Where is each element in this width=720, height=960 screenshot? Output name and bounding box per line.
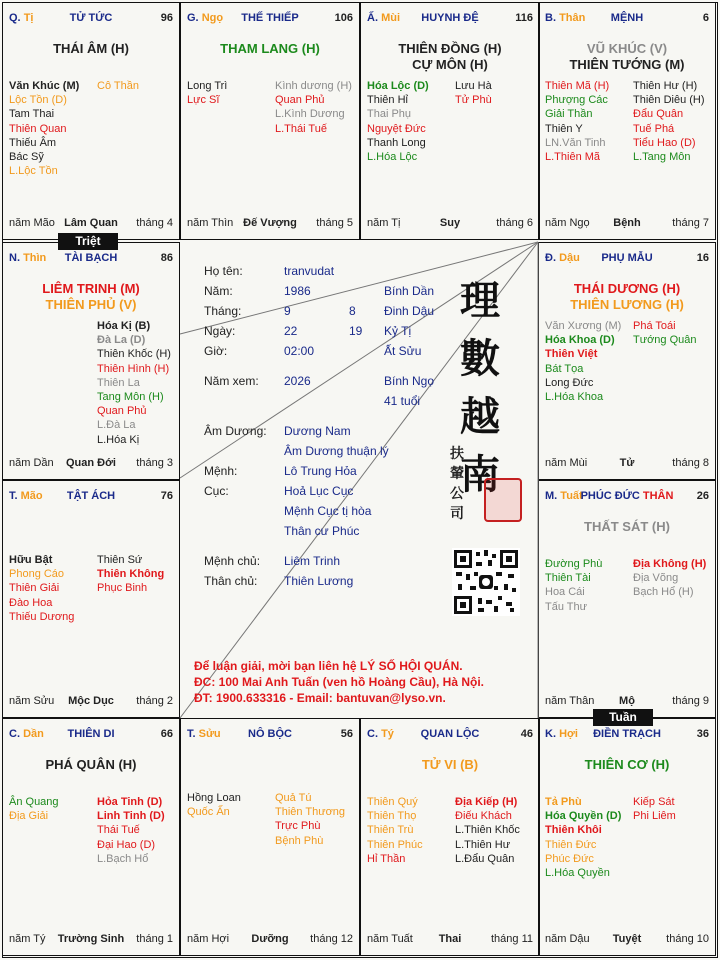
main-star: TỬ VI (B) [421, 757, 479, 772]
minor-star: Thiên Y [545, 122, 583, 135]
minor-star: Văn Khúc (M) [9, 80, 80, 92]
triet-tag: Triệt [58, 233, 118, 250]
year-label: năm Mão [9, 217, 55, 229]
year-label: năm Tuất [367, 933, 413, 945]
minor-star: L.Thiên Hư [455, 838, 511, 851]
minor-star: Hoa Cái [545, 586, 585, 599]
life-stage: Trường Sinh [57, 933, 125, 945]
minor-star: Thiên Trù [367, 824, 414, 837]
minor-star: Long Trì [187, 80, 228, 92]
minor-star: L.Hóa Lộc [367, 150, 418, 163]
life-stage: Suy [439, 217, 461, 229]
minor-star: Hóa Khoa (D) [545, 334, 615, 347]
minor-star: L.Thái Tuế [275, 122, 327, 135]
day-lunar: 19 [349, 324, 363, 338]
minor-star: Thiên Phúc [367, 838, 423, 851]
minor-star: Quan Phủ [97, 405, 147, 418]
palace-name: PHÚC ĐỨC THÂN [580, 490, 674, 502]
palace-name: HUYNH ĐỆ [421, 12, 479, 24]
minor-star: Quốc Ấn [187, 806, 230, 819]
hour-label: Giờ: [204, 344, 228, 358]
life-stage: Bệnh [613, 217, 641, 229]
month-label: tháng 2 [136, 695, 173, 707]
main-star: CỰ MÔN (H) [412, 57, 488, 72]
minor-star: Phục Binh [97, 582, 148, 595]
minor-star: Thiếu Âm [9, 136, 57, 149]
than-chu-value: Thiên Lương [284, 574, 354, 588]
life-stage: Quan Đới [66, 457, 116, 469]
palace-branch: T. Mão [9, 490, 43, 502]
minor-star: Lực Sĩ [187, 94, 220, 107]
life-stage: Đế Vượng [243, 217, 297, 229]
month-label: tháng 3 [136, 457, 173, 469]
minor-star: Hóa Quyền (D) [545, 810, 622, 823]
amduong-label: Âm Dương: [204, 424, 267, 438]
palace-number: 86 [160, 252, 173, 264]
minor-star: Bát Tọa [545, 362, 584, 375]
contact-line-1: Để luận giải, mời bạn liên hệ LÝ SỐ HỘI QUÁN. [194, 659, 463, 673]
minor-star: Trực Phù [275, 820, 321, 833]
life-stage: Tuyệt [612, 933, 642, 945]
minor-star: Tuế Phá [633, 122, 675, 135]
palace-number: 6 [702, 12, 709, 24]
contact-phone-email[interactable]: ĐT: 1900.633316 - Email: bantuvan@lyso.vn. [194, 691, 446, 705]
minor-star: L.Hóa Kị [97, 433, 140, 446]
minor-star: Phá Toái [633, 320, 676, 332]
minor-star: Thiên Việt [545, 348, 598, 361]
life-stage: Dưỡng [251, 933, 289, 945]
palace-number: 106 [334, 12, 353, 24]
minor-star: Phúc Đức [545, 852, 594, 865]
minor-star: Giải Thần [545, 108, 593, 121]
month-label: tháng 1 [136, 933, 173, 945]
minor-star: Hữu Bật [9, 554, 53, 566]
year-value: 1986 [284, 284, 311, 298]
palace-branch: B. Thân [545, 12, 586, 24]
seal-char: 輦 [450, 466, 464, 482]
palace-number: 56 [340, 728, 353, 740]
tuan-tag: Tuần [593, 709, 653, 726]
minor-star: Thiên Mã (H) [545, 80, 610, 92]
seal-char: 扶 [450, 446, 464, 462]
year-label: năm Sửu [9, 695, 55, 707]
life-stage: Mộc Dục [68, 695, 114, 707]
month-can: Đinh Dậu [384, 304, 435, 318]
minor-star: L.Hóa Quyền [545, 866, 610, 879]
cuc-value-2: Mệnh Cục tị hòa [284, 504, 372, 518]
main-star: VŨ KHÚC (V) [586, 41, 668, 56]
minor-star: L.Đà La [97, 419, 136, 432]
minor-star: Tướng Quân [633, 334, 697, 347]
palace-branch: M. Tuất [545, 490, 583, 502]
year-label: năm Thân [545, 695, 595, 707]
life-stage: Thai [438, 933, 462, 945]
minor-star: Thiên Khốc (H) [97, 348, 171, 361]
palace-branch: N. Thìn [9, 252, 47, 264]
minor-star: Hỉ Thần [367, 852, 406, 865]
hour-value: 02:00 [284, 344, 315, 358]
year-label: năm Tý [9, 933, 46, 945]
cuc-label: Cục: [204, 484, 229, 498]
palace-name: NÔ BỘC [248, 728, 292, 740]
calligraphy-title [460, 272, 540, 504]
minor-star: Nguyệt Đức [367, 122, 426, 135]
name-value: tranvudat [284, 264, 335, 278]
minor-star: Lộc Tồn (D) [9, 94, 67, 107]
main-star: THIÊN ĐỒNG (H) [398, 41, 502, 56]
than-marker: THÂN [642, 490, 674, 502]
minor-star: Kình dương (H) [275, 80, 352, 92]
month-label: tháng 5 [316, 217, 353, 229]
day-value: 22 [284, 324, 298, 338]
age-value: 41 tuổi [384, 394, 421, 408]
life-stage: Tử [619, 457, 635, 469]
view-year-value: 2026 [284, 374, 311, 388]
year-label: năm Thìn [187, 217, 234, 229]
menh-chu-label: Mệnh chủ: [204, 554, 261, 568]
seal-char: 司 [450, 506, 464, 522]
minor-star: Đào Hoa [9, 596, 53, 609]
menh-chu-value: Liêm Trinh [284, 554, 341, 568]
palace-branch: Đ. Dậu [545, 252, 580, 264]
minor-star: Thiên Hỉ [367, 94, 408, 107]
view-year-can: Bính Ngọ [384, 374, 435, 388]
menh-value: Lô Trung Hỏa [284, 464, 357, 478]
year-label: năm Mùi [545, 457, 588, 469]
minor-star: Thiên Hư (H) [633, 80, 698, 92]
minor-star: L.Lộc Tồn [9, 165, 58, 178]
minor-star: Tử Phù [455, 94, 492, 107]
main-star: PHÁ QUÂN (H) [45, 757, 137, 772]
palace-number: 116 [515, 12, 533, 24]
year-label: năm Tị [367, 217, 401, 229]
palace-name: THIÊN DI [67, 728, 115, 740]
minor-star: Bác Sỹ [9, 150, 44, 163]
palace-number: 36 [696, 728, 709, 740]
minor-star: Thiên Diêu (H) [633, 94, 705, 107]
minor-star: Đường Phù [545, 558, 603, 570]
seal-text [450, 444, 466, 524]
palace-branch: Ấ. Mùi [367, 12, 401, 24]
year-can: Bính Dần [384, 284, 435, 298]
minor-star: Thiên Giải [9, 582, 60, 595]
minor-star: Quan Phủ [275, 94, 325, 107]
minor-star: Quả Tú [275, 792, 312, 804]
minor-star: Thiên Sứ [97, 554, 143, 566]
minor-star: Thái Tuế [97, 824, 140, 837]
minor-star: Thiên Thương [275, 806, 346, 819]
main-star: THÁI DƯƠNG (H) [573, 281, 681, 296]
minor-star: Thiên Khôi [545, 824, 602, 837]
minor-star: Cô Thần [97, 80, 139, 92]
palace-branch: Q. Tị [9, 12, 34, 24]
year-label: năm Dần [9, 457, 54, 469]
palace-number: 16 [696, 252, 709, 264]
qr-code-icon[interactable] [452, 548, 520, 616]
palace-branch: C. Tý [367, 728, 394, 740]
minor-star: Thiên Đức [545, 838, 597, 851]
menh-label: Mệnh: [204, 464, 238, 478]
minor-star: Lưu Hà [455, 80, 492, 92]
minor-star: Phong Cáo [9, 568, 65, 581]
minor-star: Tả Phù [545, 796, 582, 808]
minor-star: Thanh Long [367, 136, 426, 149]
view-year-label: Năm xem: [204, 374, 259, 388]
month-label: tháng 9 [672, 695, 709, 707]
seal-char: 公 [450, 486, 464, 502]
palace-number: 76 [160, 490, 173, 502]
main-star: THIÊN TƯỚNG (M) [569, 57, 685, 72]
minor-star: Địa Giải [9, 810, 49, 823]
palace-number: 96 [160, 12, 173, 24]
minor-star: Long Đức [545, 376, 594, 389]
life-stage: Lâm Quan [64, 217, 118, 229]
minor-star: L.Hóa Khoa [545, 390, 604, 403]
month-label: tháng 7 [672, 217, 709, 229]
minor-star: L.Bạch Hổ [97, 852, 149, 865]
minor-star: Ân Quang [9, 796, 59, 808]
palace-name: TÀI BẠCH [64, 252, 118, 264]
minor-star: Kiếp Sát [633, 796, 675, 808]
palace-branch: K. Hợi [545, 728, 578, 740]
main-star: LIÊM TRINH (M) [42, 281, 140, 296]
palace-number: 46 [520, 728, 533, 740]
amduong-value: Dương Nam [284, 424, 351, 438]
palace-name: TẬT ÁCH [66, 490, 116, 502]
year-label: năm Ngọ [545, 217, 590, 229]
year-label: năm Hợi [187, 933, 230, 945]
minor-star: Thiên Không [97, 568, 165, 581]
month-label: tháng 4 [136, 217, 173, 229]
main-star: THÁI ÂM (H) [53, 41, 129, 56]
main-star: THAM LANG (H) [220, 41, 320, 56]
palace-name: TỬ TỨC [69, 12, 113, 24]
minor-star: L.Thiên Khốc [455, 824, 520, 837]
minor-star: Bạch Hổ (H) [633, 586, 694, 599]
minor-star: Hỏa Tinh (D) [97, 796, 163, 808]
calligraphy-char: 理 [460, 277, 500, 324]
minor-star: Địa Không (H) [633, 558, 707, 570]
minor-star: Phi Liêm [633, 810, 676, 823]
minor-star: Bệnh Phù [275, 834, 324, 847]
month-label: tháng 12 [310, 933, 353, 945]
minor-star: Hóa Lộc (D) [367, 80, 429, 92]
palace-name: ĐIỀN TRẠCH [593, 728, 661, 740]
main-star: THIÊN CƠ (H) [584, 757, 670, 772]
minor-star: Thiên Hình (H) [97, 362, 170, 375]
main-star: THIÊN PHỦ (V) [45, 297, 137, 312]
minor-star: Hóa Kị (B) [97, 320, 151, 332]
minor-star: Thiên Tài [545, 572, 591, 585]
minor-star: Địa Võng [633, 572, 679, 585]
palace-name: MỆNH [610, 12, 644, 24]
minor-star: Thiên Quý [367, 796, 418, 808]
contact-address: ĐC: 100 Mai Anh Tuấn (ven hồ Hoàng Cầu), Hà Nội. [194, 675, 485, 689]
minor-star: Thiên Quan [9, 122, 67, 135]
day-can: Kỷ Tị [384, 324, 412, 338]
minor-star: Thiên Thọ [367, 810, 417, 823]
month-label: tháng 10 [666, 933, 709, 945]
minor-star: Tam Thai [9, 108, 55, 121]
minor-star: Đẩu Quân [633, 108, 684, 121]
minor-star: L.Tang Môn [633, 150, 691, 163]
palace-number: 26 [696, 490, 709, 502]
minor-star: L.Đẩu Quân [455, 852, 515, 865]
minor-star: Tấu Thư [545, 600, 588, 613]
year-label: Năm: [204, 284, 233, 298]
minor-star: L.Kình Dương [275, 108, 345, 121]
cuc-value: Hoả Lục Cục [284, 484, 354, 498]
minor-star: LN.Văn Tinh [545, 136, 606, 149]
month-value: 9 [284, 304, 291, 318]
minor-star: Địa Kiếp (H) [455, 796, 518, 808]
calligraphy-char: 南 [460, 451, 500, 498]
palace-branch: T. Sửu [187, 728, 221, 740]
red-seal-stamp [484, 478, 522, 522]
minor-star: Thai Phụ [367, 108, 412, 121]
palace-number: 66 [160, 728, 173, 740]
day-label: Ngày: [204, 324, 236, 338]
minor-star: Thiếu Dương [9, 610, 75, 623]
amduong-value-2: Âm Dương thuận lý [284, 444, 389, 458]
palace-branch: G. Ngọ [187, 12, 224, 24]
minor-star: Tang Môn (H) [97, 390, 164, 403]
month-label: tháng 11 [490, 933, 533, 945]
minor-star: Linh Tinh (D) [97, 810, 165, 823]
life-stage: Mộ [619, 695, 635, 707]
minor-star: Văn Xương (M) [545, 320, 622, 332]
month-label: Tháng: [204, 304, 242, 318]
minor-star: L.Thiên Mã [545, 150, 601, 163]
minor-star: Phượng Các [545, 94, 608, 107]
minor-star: Đại Hao (D) [97, 838, 156, 851]
palace-name: PHỤ MẪU [601, 252, 653, 264]
calligraphy-char: 越 [460, 393, 500, 440]
month-lunar: 8 [349, 304, 356, 318]
minor-star: Hồng Loan [187, 792, 241, 804]
main-star: THẤT SÁT (H) [584, 519, 670, 534]
hour-can: Ất Sửu [384, 344, 422, 358]
than-chu-label: Thân chủ: [204, 574, 258, 588]
minor-star: Tiểu Hao (D) [633, 136, 696, 149]
minor-star: Điếu Khách [455, 810, 512, 823]
minor-star: Thiên La [97, 376, 140, 389]
main-star: THIÊN LƯƠNG (H) [570, 297, 684, 312]
cuc-value-3: Thân cư Phúc [284, 524, 360, 538]
palace-name: QUAN LỘC [420, 728, 480, 740]
month-label: tháng 8 [672, 457, 709, 469]
year-label: năm Dậu [545, 933, 590, 945]
month-label: tháng 6 [496, 217, 533, 229]
palace-name: THẾ THIẾP [241, 12, 299, 24]
calligraphy-char: 數 [460, 335, 500, 382]
palace-branch: C. Dần [9, 728, 44, 740]
minor-star: Đà La (D) [97, 334, 146, 347]
name-label: Họ tên: [204, 264, 243, 278]
